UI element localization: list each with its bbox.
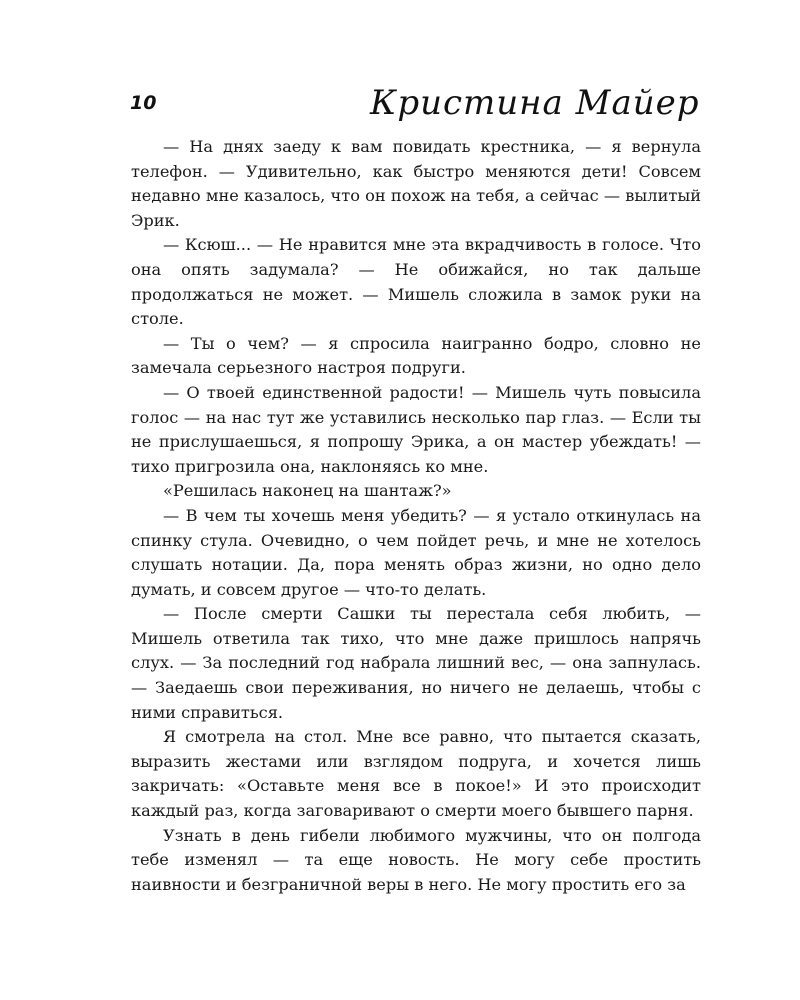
author-name: Кристина Майер: [370, 83, 700, 123]
paragraph: — В чем ты хочешь меня убедить? — я устало откинулась на спинку стула. Очевидно, о чем пойдет речь, и мне не хотелось слушать нотации. Да, пора менять образ жизни, но одно дело думать, и совсем другое — что-то делать.: [131, 505, 701, 599]
paragraph: «Решилась наконец на шантаж?»: [163, 481, 452, 501]
body-text: [131, 135, 701, 897]
paragraph: — Ксюш... — Не нравится мне эта вкрадчивость в голосе. Что она опять задумала? — Не обижайся, но так дальше продолжаться не может. — Мишель сложила в замок руки на столе.: [131, 235, 701, 329]
paragraph: — Ты о чем? — я спросила наигранно бодро, словно не замечала серьезного настроя подруги.: [131, 333, 701, 378]
paragraph: — После смерти Сашки ты перестала себя любить, — Мишель ответила так тихо, что мне даже пришлось напрячь слух. — За последний год набрала лишний вес, — она запнулась. — Заедаешь свои переживания, но ничего не делаешь, чтобы с ними справиться.: [131, 604, 701, 722]
paragraph: Я смотрела на стол. Мне все равно, что пытается сказать, выразить жестами или взглядом подруга, и хочется лишь закричать: «Оставьте меня все в покое!» И это происходит каждый раз, когда заговаривают о смерти моего бывшего парня.: [131, 727, 701, 821]
paragraph: — О твоей единственной радости! — Мишель чуть повысила голос — на нас тут же уставились несколько пар глаз. — Если ты не прислушаешься, я попрошу Эрика, а он мастер убеждать! — тихо пригрозила она, наклоняясь ко мне.: [131, 382, 701, 476]
page-number: 10: [130, 92, 157, 114]
author-running-head: [370, 76, 700, 126]
paragraph: Узнать в день гибели любимого мужчины, что он полгода тебе изменял — та еще новость. Не могу себе простить наивности и безграничной веры в него. Не могу простить его за: [131, 825, 701, 894]
paragraph: — На днях заеду к вам повидать крестника, — я вернула телефон. — Удивительно, как быстро меняются дети! Совсем недавно мне казалось, что он похож на тебя, а сейчас — вылитый Эрик.: [131, 137, 701, 230]
